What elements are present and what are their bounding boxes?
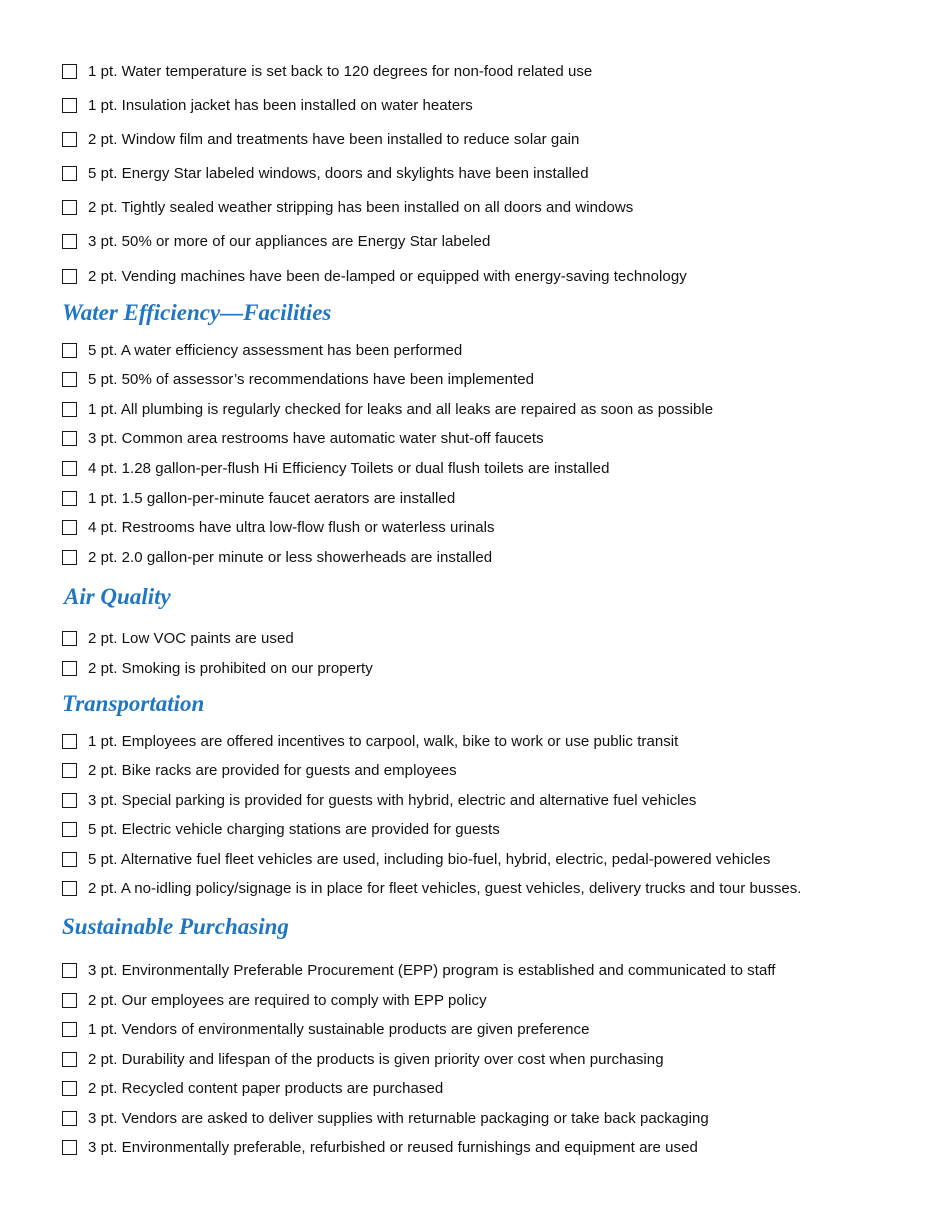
- item-label: 2 pt. Durability and lifespan of the products is given priority over cost when purchasing: [88, 1050, 664, 1068]
- section-heading-water: Water Efficiency—Facilities: [62, 300, 332, 325]
- checkbox[interactable]: [62, 793, 77, 808]
- checkbox[interactable]: [62, 132, 77, 147]
- checkbox[interactable]: [62, 234, 77, 249]
- checkbox[interactable]: [62, 852, 77, 867]
- checklist-item[interactable]: [62, 989, 487, 1011]
- checkbox[interactable]: [62, 993, 77, 1008]
- checklist-item[interactable]: [62, 516, 495, 538]
- section-heading-purchasing: Sustainable Purchasing: [62, 914, 289, 939]
- checkbox[interactable]: [62, 98, 77, 113]
- item-label: 1 pt. Vendors of environmentally sustainable products are given preference: [88, 1020, 590, 1038]
- item-label: 1 pt. 1.5 gallon-per-minute faucet aerators are installed: [88, 489, 456, 507]
- item-label: 4 pt. Restrooms have ultra low-flow flush or waterless urinals: [88, 518, 495, 536]
- checkbox[interactable]: [62, 520, 77, 535]
- item-label: 1 pt. Insulation jacket has been installed on water heaters: [88, 96, 473, 114]
- item-label: 5 pt. Energy Star labeled windows, doors and skylights have been installed: [88, 164, 589, 182]
- checklist-item[interactable]: [62, 196, 633, 218]
- checklist-item[interactable]: [62, 818, 500, 840]
- item-label: 2 pt. Smoking is prohibited on our property: [88, 659, 373, 677]
- item-label: 2 pt. Window film and treatments have been installed to reduce solar gain: [88, 130, 580, 148]
- item-label: 5 pt. Electric vehicle charging stations are provided for guests: [88, 820, 500, 838]
- checklist-item[interactable]: [62, 162, 589, 184]
- checklist-item[interactable]: [62, 848, 770, 870]
- checkbox[interactable]: [62, 1140, 77, 1155]
- item-label: 1 pt. Water temperature is set back to 120 degrees for non-food related use: [88, 62, 593, 80]
- item-label: 2 pt. Recycled content paper products are purchased: [88, 1079, 444, 1097]
- checkbox[interactable]: [62, 64, 77, 79]
- checklist-item[interactable]: [62, 339, 462, 361]
- checklist-item[interactable]: [62, 457, 609, 479]
- checkbox[interactable]: [62, 431, 77, 446]
- checklist-item[interactable]: [62, 128, 579, 150]
- item-label: 2 pt. A no-idling policy/signage is in place for fleet vehicles, guest vehicles, delivery trucks and tour busses.: [88, 879, 802, 897]
- checklist-item[interactable]: [62, 487, 455, 509]
- item-label: 2 pt. Vending machines have been de-lamped or equipped with energy-saving technology: [88, 267, 687, 285]
- item-label: 3 pt. Common area restrooms have automatic water shut-off faucets: [88, 429, 544, 447]
- checkbox[interactable]: [62, 734, 77, 749]
- item-label: 1 pt. All plumbing is regularly checked for leaks and all leaks are repaired as soon as possible: [88, 400, 714, 418]
- checkbox[interactable]: [62, 881, 77, 896]
- checkbox[interactable]: [62, 269, 77, 284]
- checkbox[interactable]: [62, 550, 77, 565]
- checklist-item[interactable]: [62, 60, 592, 82]
- checkbox[interactable]: [62, 631, 77, 646]
- checklist-item[interactable]: [62, 1018, 590, 1040]
- checkbox[interactable]: [62, 1111, 77, 1126]
- checklist-item[interactable]: [62, 877, 802, 899]
- checkbox[interactable]: [62, 661, 77, 676]
- checkbox[interactable]: [62, 1052, 77, 1067]
- checklist-item[interactable]: [62, 427, 544, 449]
- checkbox[interactable]: [62, 166, 77, 181]
- item-label: 3 pt. Vendors are asked to deliver supplies with returnable packaging or take back packaging: [88, 1109, 709, 1127]
- checkbox[interactable]: [62, 200, 77, 215]
- item-label: 3 pt. Environmentally preferable, refurbished or reused furnishings and equipment are used: [88, 1138, 698, 1156]
- section-heading-air: Air Quality: [64, 584, 171, 609]
- checkbox[interactable]: [62, 402, 77, 417]
- checklist-item[interactable]: [62, 398, 713, 420]
- checkbox[interactable]: [62, 372, 77, 387]
- checkbox[interactable]: [62, 963, 77, 978]
- checklist-item[interactable]: [62, 1077, 443, 1099]
- section-heading-transportation: Transportation: [62, 691, 205, 716]
- item-label: 5 pt. Alternative fuel fleet vehicles are used, including bio-fuel, hybrid, electric, pedal-powered vehicles: [88, 850, 771, 868]
- item-label: 2 pt. Bike racks are provided for guests and employees: [88, 761, 457, 779]
- item-label: 3 pt. Environmentally Preferable Procurement (EPP) program is established and communicated to staff: [88, 961, 776, 979]
- item-label: 2 pt. Our employees are required to comply with EPP policy: [88, 991, 487, 1009]
- checklist-item[interactable]: [62, 1048, 664, 1070]
- item-label: 4 pt. 1.28 gallon-per-flush Hi Efficiency Toilets or dual flush toilets are installed: [88, 459, 610, 477]
- checkbox[interactable]: [62, 461, 77, 476]
- checklist-item[interactable]: [62, 759, 457, 781]
- item-label: 2 pt. Low VOC paints are used: [88, 629, 294, 647]
- checklist-item[interactable]: [62, 94, 473, 116]
- checklist-item[interactable]: [62, 230, 490, 252]
- checkbox[interactable]: [62, 822, 77, 837]
- checklist-item[interactable]: [62, 546, 492, 568]
- item-label: 1 pt. Employees are offered incentives to carpool, walk, bike to work or use public transit: [88, 732, 679, 750]
- checkbox[interactable]: [62, 763, 77, 778]
- item-label: 3 pt. Special parking is provided for guests with hybrid, electric and alternative fuel vehicles: [88, 791, 697, 809]
- checklist-item[interactable]: [62, 959, 776, 981]
- checkbox[interactable]: [62, 491, 77, 506]
- item-label: 2 pt. Tightly sealed weather stripping has been installed on all doors and windows: [88, 198, 634, 216]
- checklist-item[interactable]: [62, 730, 678, 752]
- item-label: 2 pt. 2.0 gallon-per minute or less showerheads are installed: [88, 548, 493, 566]
- checklist-item[interactable]: [62, 265, 687, 287]
- item-label: 5 pt. 50% of assessor’s recommendations have been implemented: [88, 370, 535, 388]
- checkbox[interactable]: [62, 1081, 77, 1096]
- checklist-item[interactable]: [62, 1136, 698, 1158]
- checklist-item[interactable]: [62, 368, 534, 390]
- checklist-item[interactable]: [62, 657, 373, 679]
- checklist-item[interactable]: [62, 789, 696, 811]
- checklist-item[interactable]: [62, 627, 294, 649]
- item-label: 3 pt. 50% or more of our appliances are Energy Star labeled: [88, 232, 491, 250]
- item-label: 5 pt. A water efficiency assessment has been performed: [88, 341, 463, 359]
- checklist-item[interactable]: [62, 1107, 709, 1129]
- checkbox[interactable]: [62, 343, 77, 358]
- checkbox[interactable]: [62, 1022, 77, 1037]
